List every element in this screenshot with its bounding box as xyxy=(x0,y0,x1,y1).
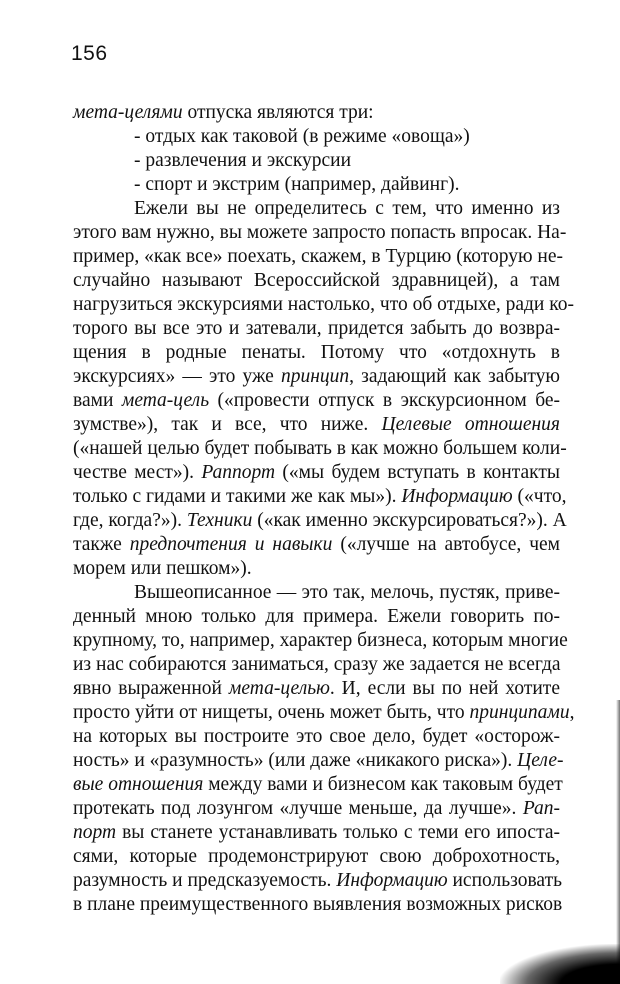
text-line: из нас собираются заниматься, сразу же задается не всегда xyxy=(73,654,561,675)
text-line: сями, которые продемонстрируют свою доброхотность, xyxy=(73,846,560,867)
emphasis: Информацию xyxy=(336,870,448,891)
text-line: Вышеописанное — это так, мелочь, пустяк, приве- xyxy=(134,582,560,603)
text-span: между вами и бизнесом как таковым будет xyxy=(203,774,563,795)
text-span: экскурсиях» — это уже xyxy=(73,366,281,387)
text-span: просто уйти от нищеты, очень может быть, что xyxy=(73,702,470,723)
text-span: («провести отпуск в экскурсионном бе- xyxy=(209,390,561,411)
text-line xyxy=(73,821,560,845)
text-line xyxy=(73,533,560,557)
text-span: разумность и предсказуемость. xyxy=(73,870,337,891)
text-line xyxy=(73,413,560,437)
text-line: нагрузиться экскурсиями настолько, что об отдыхе, ради ко- xyxy=(73,294,574,315)
text-span: где, когда?»). xyxy=(73,510,187,531)
text-line: на которых вы построите это свое дело, будет «осторож- xyxy=(73,726,560,747)
emphasis: Раппорт xyxy=(201,462,276,483)
emphasis: мета-целями xyxy=(73,102,183,123)
text-span: вами xyxy=(73,390,122,411)
text-line: щения в родные пенаты. Потому что «отдохнуть в xyxy=(73,342,560,363)
emphasis: Техники xyxy=(186,510,253,531)
text-span: только с гидами и такими же как мы»). xyxy=(73,486,402,507)
text-line xyxy=(73,389,560,413)
text-line: этого вам нужно, вы можете запросто попасть впросак. На- xyxy=(73,222,567,243)
emphasis: Целе- xyxy=(517,750,564,771)
text-span: («как именно экскурсироваться?»). А xyxy=(252,510,567,531)
text-span: . И, если вы по ней хотите xyxy=(329,678,560,699)
text-line xyxy=(73,677,560,701)
emphasis: принцип xyxy=(280,366,350,387)
text-line: морем или пешком»). xyxy=(73,558,252,579)
text-line xyxy=(73,701,575,725)
text-line xyxy=(73,365,560,389)
emphasis: принципами xyxy=(469,702,570,723)
emphasis: Целевые отношения xyxy=(381,414,560,435)
text-line: крупному, то, например, характер бизнеса, которым многие xyxy=(73,630,568,651)
emphasis: Рап- xyxy=(522,798,560,819)
text-span: использовать xyxy=(447,870,562,891)
emphasis: предпочтения и навыки xyxy=(129,534,333,555)
emphasis: вые отношения xyxy=(73,774,204,795)
text-line: в плане преимущественного выявления возможных рисков xyxy=(73,894,563,915)
list-item: - развлечения и экскурсии xyxy=(134,150,352,171)
text-line xyxy=(73,461,560,485)
text-line xyxy=(73,485,567,509)
page-number: 156 xyxy=(71,42,108,65)
emphasis: мета-целью xyxy=(228,678,330,699)
text-span: вы станете устанавливать только с теми его ипоста- xyxy=(116,822,560,843)
text-line: пример, «как все» поехать, скажем, в Турцию (которую не- xyxy=(73,246,563,267)
text-span: явно выраженной xyxy=(73,678,229,699)
corner-shadow xyxy=(500,944,620,984)
text-span: также xyxy=(73,534,130,555)
text-line: денный мною только для примера. Ежели говорить по- xyxy=(73,606,560,627)
text-span: зумстве»), так и все, что ниже. xyxy=(73,414,382,435)
text-span: отпуска являются три: xyxy=(182,102,374,123)
text-span: честве мест»). xyxy=(73,462,202,483)
text-line xyxy=(73,797,560,821)
text-line: торого вы все это и затевали, придется забыть до возвра- xyxy=(73,318,560,339)
text-span: («мы будем вступать в контакты xyxy=(275,462,560,483)
text-line: Ежели вы не определитесь с тем, что именно из xyxy=(134,198,560,219)
text-span: («что, xyxy=(512,486,567,507)
emphasis: мета-цель xyxy=(121,390,210,411)
text-span: ность» и «разумность» (или даже «никакого риска»). xyxy=(73,750,518,771)
page-edge-shadow xyxy=(616,700,620,984)
text-line xyxy=(73,773,563,797)
text-line: случайно называют Всероссийской здравницей), а там xyxy=(73,270,560,291)
text-line xyxy=(73,509,567,533)
emphasis: порт xyxy=(73,822,117,843)
text-line xyxy=(73,869,560,893)
text-span: , xyxy=(569,702,575,723)
text-span: («лучше на автобусе, чем xyxy=(332,534,561,555)
text-span: протекать под лозунгом «лучше меньше, да лучше». xyxy=(73,798,523,819)
list-intro xyxy=(73,101,560,125)
text-line: («нашей целью будет побывать в как можно большем коли- xyxy=(73,438,567,459)
list-item: - спорт и экстрим (например, дайвинг). xyxy=(134,174,460,195)
text-span: , задающий как забытую xyxy=(349,366,560,387)
list-item: - отдых как таковой (в режиме «овоща») xyxy=(134,126,470,147)
emphasis: Информацию xyxy=(401,486,513,507)
text-line xyxy=(73,749,564,773)
